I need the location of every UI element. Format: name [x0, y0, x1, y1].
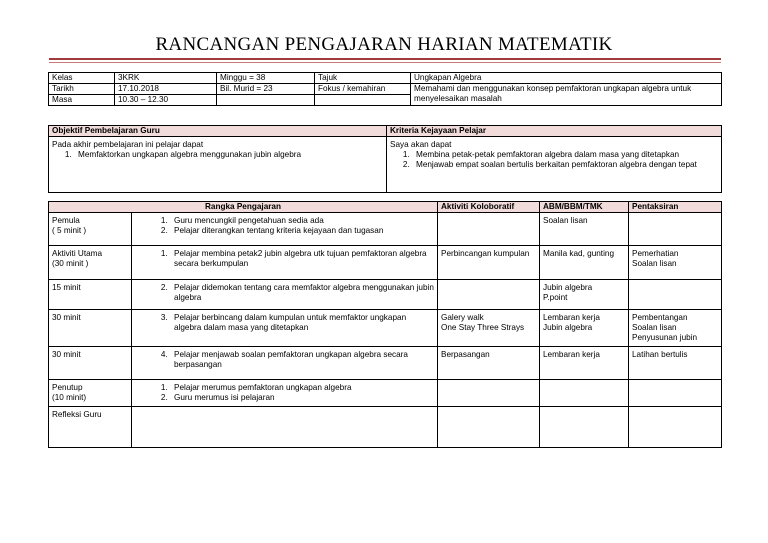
kriteria-item: 1. Membina petak-petak pemfaktoran algebra dalam masa yang ditetapkan	[412, 150, 718, 160]
kriteria-header: Kriteria Kejayaan Pelajar	[387, 126, 722, 137]
objektif-list	[52, 150, 383, 160]
kelas-label: Kelas	[49, 73, 115, 84]
table-row	[49, 407, 722, 448]
pentaksiran-cell	[629, 407, 722, 448]
aktiviti-cell	[438, 407, 540, 448]
aktiviti-cell: Galery walk One Stay Three Strays	[438, 310, 540, 347]
kelas-value: 3KRK	[115, 73, 217, 84]
title-rule-thin	[49, 62, 721, 63]
steps-list	[148, 249, 434, 269]
time-cell: Aktiviti Utama (30 minit )	[49, 246, 132, 280]
step-item: 2. Guru merumus isi pelajaran	[170, 393, 434, 403]
table-row	[49, 213, 722, 246]
time-cell: 30 minit	[49, 310, 132, 347]
table-row	[49, 280, 722, 310]
table-row	[49, 246, 722, 280]
tajuk-label: Tajuk	[315, 73, 411, 84]
aktiviti-cell: Perbincangan kumpulan	[438, 246, 540, 280]
steps-cell	[132, 380, 438, 407]
step-item: 4. Pelajar menjawab soalan pemfaktoran ungkapan algebra secara berpasangan	[170, 350, 434, 370]
steps-list	[148, 216, 434, 236]
abm-cell: Soalan lisan	[540, 213, 629, 246]
abm-cell	[540, 407, 629, 448]
steps-cell	[132, 246, 438, 280]
pentaksiran-cell	[629, 280, 722, 310]
abm-cell: Lembaran kerja Jubin algebra	[540, 310, 629, 347]
time-cell: 15 minit	[49, 280, 132, 310]
tarikh-label: Tarikh	[49, 84, 115, 95]
empty-cell	[217, 95, 315, 106]
steps-cell	[132, 347, 438, 380]
steps-list	[148, 350, 434, 370]
table-row	[49, 380, 722, 407]
step-item: 2. Pelajar diterangkan tentang kriteria kejayaan dan tugasan	[170, 226, 434, 236]
table-row	[49, 310, 722, 347]
aktiviti-cell	[438, 280, 540, 310]
plan-table	[48, 201, 722, 448]
objektif-cell	[49, 137, 387, 193]
time-cell: Penutup (10 minit)	[49, 380, 132, 407]
info-table	[48, 72, 722, 106]
steps-list	[148, 383, 434, 403]
step-item: 1. Pelajar membina petak2 jubin algebra utk tujuan pemfaktoran algebra secara berkumpulan	[170, 249, 434, 269]
aktiviti-cell	[438, 380, 540, 407]
tarikh-value: 17.10.2018	[115, 84, 217, 95]
kriteria-intro: Saya akan dapat	[390, 140, 452, 149]
steps-cell	[132, 310, 438, 347]
masa-label: Masa	[49, 95, 115, 106]
steps-cell	[132, 407, 438, 448]
kriteria-item: 2. Menjawab empat soalan bertulis berkaitan pemfaktoran algebra dengan tepat	[412, 160, 718, 170]
step-item: 2. Pelajar didemokan tentang cara memfaktor algebra menggunakan jubin algebra	[170, 283, 434, 303]
step-item: 3. Pelajar berbincang dalam kumpulan untuk memfaktor ungkapan algebra dalam masa yang ditetapkan	[170, 313, 434, 333]
abm-cell	[540, 380, 629, 407]
kriteria-list	[390, 150, 718, 170]
objective-table	[48, 125, 722, 193]
pentaksiran-cell	[629, 213, 722, 246]
step-item: 1. Pelajar merumus pemfaktoran ungkapan algebra	[170, 383, 434, 393]
steps-cell	[132, 280, 438, 310]
plan-body	[49, 213, 722, 448]
tajuk-value: Ungkapan Algebra	[411, 73, 722, 84]
steps-list	[148, 283, 434, 303]
objektif-intro: Pada akhir pembelajaran ini pelajar dapat	[52, 140, 204, 149]
pentaksiran-cell	[629, 380, 722, 407]
page-title: RANCANGAN PENGAJARAN HARIAN MATEMATIK	[155, 34, 613, 55]
pentaksiran-cell: Pemerhatian Soalan lisan	[629, 246, 722, 280]
aktiviti-cell	[438, 213, 540, 246]
title-rule	[49, 58, 721, 60]
plan-header-rangka: Rangka Pengajaran	[49, 202, 438, 213]
time-cell: Refleksi Guru	[49, 407, 132, 448]
objektif-item: 1. Memfaktorkan ungkapan algebra menggunakan jubin algebra	[74, 150, 383, 160]
minggu-value: Minggu = 38	[217, 73, 315, 84]
time-cell: 30 minit	[49, 347, 132, 380]
step-item: 1. Guru mencungkil pengetahuan sedia ada	[170, 216, 434, 226]
fokus-label: Fokus / kemahiran	[315, 84, 411, 95]
kriteria-cell	[387, 137, 722, 193]
plan-header-pentaksiran: Pentaksiran	[629, 202, 722, 213]
murid-value: Bil. Murid = 23	[217, 84, 315, 95]
plan-header-abm: ABM/BBM/TMK	[540, 202, 629, 213]
abm-cell: Manila kad, gunting	[540, 246, 629, 280]
pentaksiran-cell: Latihan bertulis	[629, 347, 722, 380]
fokus-value: Memahami dan menggunakan konsep pemfaktoran ungkapan algebra untuk menyelesaikan masalah	[411, 84, 722, 106]
table-row	[49, 347, 722, 380]
masa-value: 10.30 – 12.30	[115, 95, 217, 106]
aktiviti-cell: Berpasangan	[438, 347, 540, 380]
plan-header-aktiviti: Aktiviti Koloboratif	[438, 202, 540, 213]
abm-cell: Jubin algebra P.point	[540, 280, 629, 310]
pentaksiran-cell: Pembentangan Soalan lisan Penyusunan jubin	[629, 310, 722, 347]
abm-cell: Lembaran kerja	[540, 347, 629, 380]
empty-cell	[315, 95, 411, 106]
time-cell: Pemula ( 5 minit )	[49, 213, 132, 246]
steps-cell	[132, 213, 438, 246]
steps-list	[148, 313, 434, 333]
objektif-header: Objektif Pembelajaran Guru	[49, 126, 387, 137]
